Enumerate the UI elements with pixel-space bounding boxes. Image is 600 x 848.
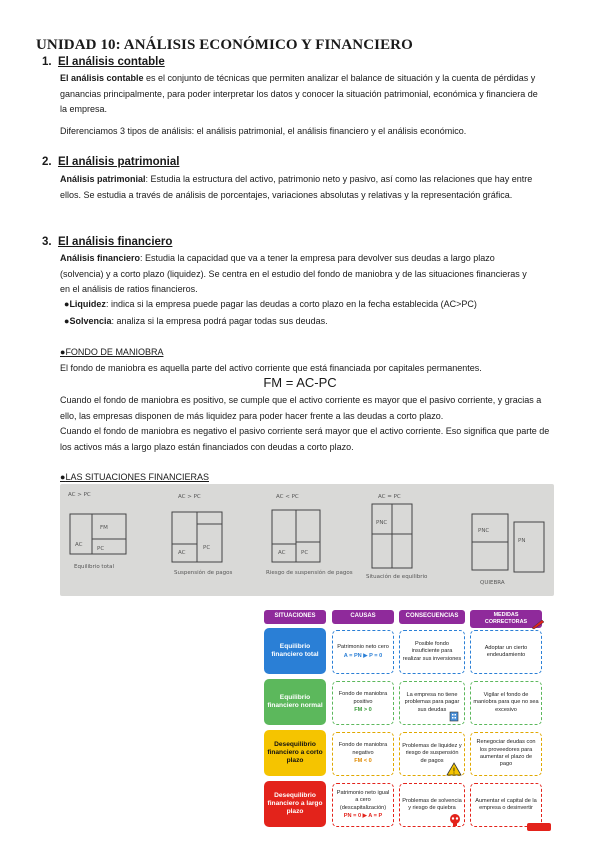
cause-equation: A = PN ▶ P = 0 (343, 652, 383, 659)
term-bold: Liquidez (69, 299, 106, 309)
cause-text: Fondo de maniobra negativo (338, 742, 388, 756)
paragraph-text: : Estudia la capacidad que va a tener la empresa para devolver sus deudas a largo plazo (solvencia) y a corto plazo (liquidez). Se centra en el estudio del fondo de maniobra y de las situaciones financieras y en el análisis de ratios financieros. (60, 253, 527, 294)
paragraph-analisis-patrimonial (60, 172, 538, 203)
paragraph-fm-negativo: Cuando el fondo de maniobra es negativo el pasivo corriente será mayor que el activo corriente. Eso significa que parte de los activos más a largo plazo están financiados con deudas a corto plazo. (60, 426, 550, 452)
cause-cell (332, 732, 394, 776)
situation-equilibrio-total: Equilibrio financiero total (264, 628, 326, 674)
consequence-cell: La empresa no tiene problemas para pagar sus deudas (399, 681, 465, 725)
sketch-label: PN (518, 538, 526, 544)
cause-text: Patrimonio neto cero (337, 644, 389, 651)
bullet-dot-icon: ● (64, 316, 70, 326)
cause-text: Patrimonio neto igual a cero (descapitalización) (336, 789, 390, 811)
pencil-icon (530, 618, 546, 630)
sketch-label: AC (178, 550, 186, 556)
section-label: El análisis contable (58, 56, 165, 68)
paragraph-text: : Estudia la estructura del activo, patrimonio neto y pasivo, así como las relaciones que hay entre ellos. Se estudia a través de análisis de porcentajes, variaciones absolutas y relativas y la representación gráfica. (60, 174, 533, 200)
situation-desequilibrio-largo: Desequilibrio financiero a largo plazo (264, 781, 326, 827)
term-bold: Solvencia (69, 316, 112, 326)
sketch-caption: QUIEBRA (480, 580, 505, 586)
section-number: 2. (42, 156, 52, 168)
formula-fondo-maniobra: FM = AC-PC (263, 375, 337, 390)
svg-text:!: ! (452, 766, 456, 776)
section-heading-analisis-patrimonial (42, 156, 179, 168)
sketch-label: PC (301, 550, 309, 556)
warning-icon (446, 762, 462, 776)
sketch-label: FM (100, 525, 108, 531)
section-heading-analisis-contable (42, 56, 165, 68)
section-heading-analisis-financiero (42, 236, 172, 248)
cause-cell (332, 681, 394, 725)
section-label: El análisis patrimonial (58, 156, 180, 168)
sketch-label: AC (75, 542, 83, 548)
term-bold: El análisis contable (60, 73, 144, 83)
bullet-text: : indica si la empresa puede pagar las deudas a corto plazo en la fecha establecida (AC>PC) (105, 299, 477, 309)
measure-cell: Vigilar el fondo de maniobra para que no sea excesivo (470, 681, 542, 725)
consequence-cell: Problemas de liquidez y riesgo de suspensión de pagos (399, 732, 465, 776)
measure-cell: Adoptar un cierto endeudamiento (470, 630, 542, 674)
cause-text: Fondo de maniobra positivo (338, 691, 388, 705)
measure-cell: Aumentar el capital de la empresa o desinvertir (470, 783, 542, 827)
situation-equilibrio-normal: Equilibrio financiero normal (264, 679, 326, 725)
consequence-cell: Problemas de solvencia y riesgo de quiebra (399, 783, 465, 827)
sketch-label: PNC (376, 520, 388, 526)
sketch-label: AC > PC (178, 494, 201, 500)
tag-icon (526, 822, 552, 832)
bullet-dot-icon: ● (60, 472, 66, 482)
sketch-label: PC (97, 546, 105, 552)
cause-equation: FM > 0 (354, 707, 372, 714)
subheading-situaciones-financieras (60, 472, 209, 482)
paragraph-tipos-analisis: Diferenciamos 3 tipos de análisis: el análisis patrimonial, el análisis financiero y el análisis económico. (60, 126, 467, 136)
bullet-liquidez (64, 299, 477, 309)
bullet-solvencia (64, 316, 328, 326)
sketch-label: PNC (478, 528, 490, 534)
skull-icon (448, 813, 462, 827)
paragraph-fm-positivo: Cuando el fondo de maniobra es positivo, se cumple que el activo corriente es mayor que el pasivo corriente, y gracias a ello, las empresas disponen de más liquidez para poder hacer frente a las deudas a corto plazo. (60, 395, 542, 421)
bullet-dot-icon: ● (64, 299, 70, 309)
paragraph-fm-definition: El fondo de maniobra es aquella parte del activo corriente que está financiada por capitales permanentes. (60, 363, 482, 373)
page-title: UNIDAD 10: ANÁLISIS ECONÓMICO Y FINANCIERO (36, 37, 413, 53)
measure-cell: Renegociar deudas con los proveedores para aumentar el plazo de pago (470, 732, 542, 776)
bullet-dot-icon: ● (60, 347, 66, 357)
sketch-label: AC = PC (378, 494, 401, 500)
section-label: El análisis financiero (58, 236, 173, 248)
situation-desequilibrio-corto: Desequilibrio financiero a corto plazo (264, 730, 326, 776)
term-bold: Análisis patrimonial (60, 174, 146, 184)
header-consecuencias: CONSECUENCIAS (399, 610, 465, 624)
cause-cell (332, 630, 394, 674)
header-medidas: MEDIDAS CORRECTORAS (470, 610, 542, 628)
paragraph-analisis-financiero (60, 251, 538, 298)
sketch-box-6 (514, 522, 544, 572)
paragraph-text: es el conjunto de técnicas que permiten analizar el balance de situación y la cuenta de pérdidas y ganancias principalmente, para poder interpretar los datos y conocer la situación patrimonial, económica y financiera de la empresa. (60, 73, 538, 114)
sketch-caption: Equilibrio total (74, 564, 115, 570)
cause-equation: PN = 0 ▶ A = P (343, 812, 383, 819)
subheading-fondo-maniobra (60, 347, 163, 357)
term-bold: Análisis financiero (60, 253, 141, 263)
consequence-cell: Posible fondo insuficiente para realizar sus inversiones (399, 630, 465, 674)
sketch-label: AC (278, 550, 286, 556)
sketch-caption: Suspensión de pagos (174, 570, 233, 576)
cause-equation: FM < 0 (354, 758, 372, 765)
cause-cell (332, 783, 394, 827)
section-number: 1. (42, 56, 52, 68)
sketch-label: AC > PC (68, 492, 91, 498)
subheading-text: FONDO DE MANIOBRA (65, 347, 164, 357)
situaciones-financieras-table (262, 608, 558, 830)
sketch-drawing (60, 484, 554, 596)
sketch-label: AC < PC (276, 494, 299, 500)
header-situaciones: SITUACIONES (264, 610, 326, 624)
building-icon (448, 710, 460, 722)
paragraph-analisis-contable (60, 71, 538, 118)
section-number: 3. (42, 236, 52, 248)
hand-drawn-balance-diagrams (60, 484, 554, 596)
bullet-text: : analiza si la empresa podrá pagar todas sus deudas. (111, 316, 328, 326)
sketch-caption: Riesgo de suspensión de pagos (266, 570, 353, 576)
sketch-label: PC (203, 545, 211, 551)
sketch-caption: Situación de equilibrio (366, 574, 428, 580)
subheading-text: LAS SITUACIONES FINANCIERAS (65, 472, 209, 482)
header-causas: CAUSAS (332, 610, 394, 624)
